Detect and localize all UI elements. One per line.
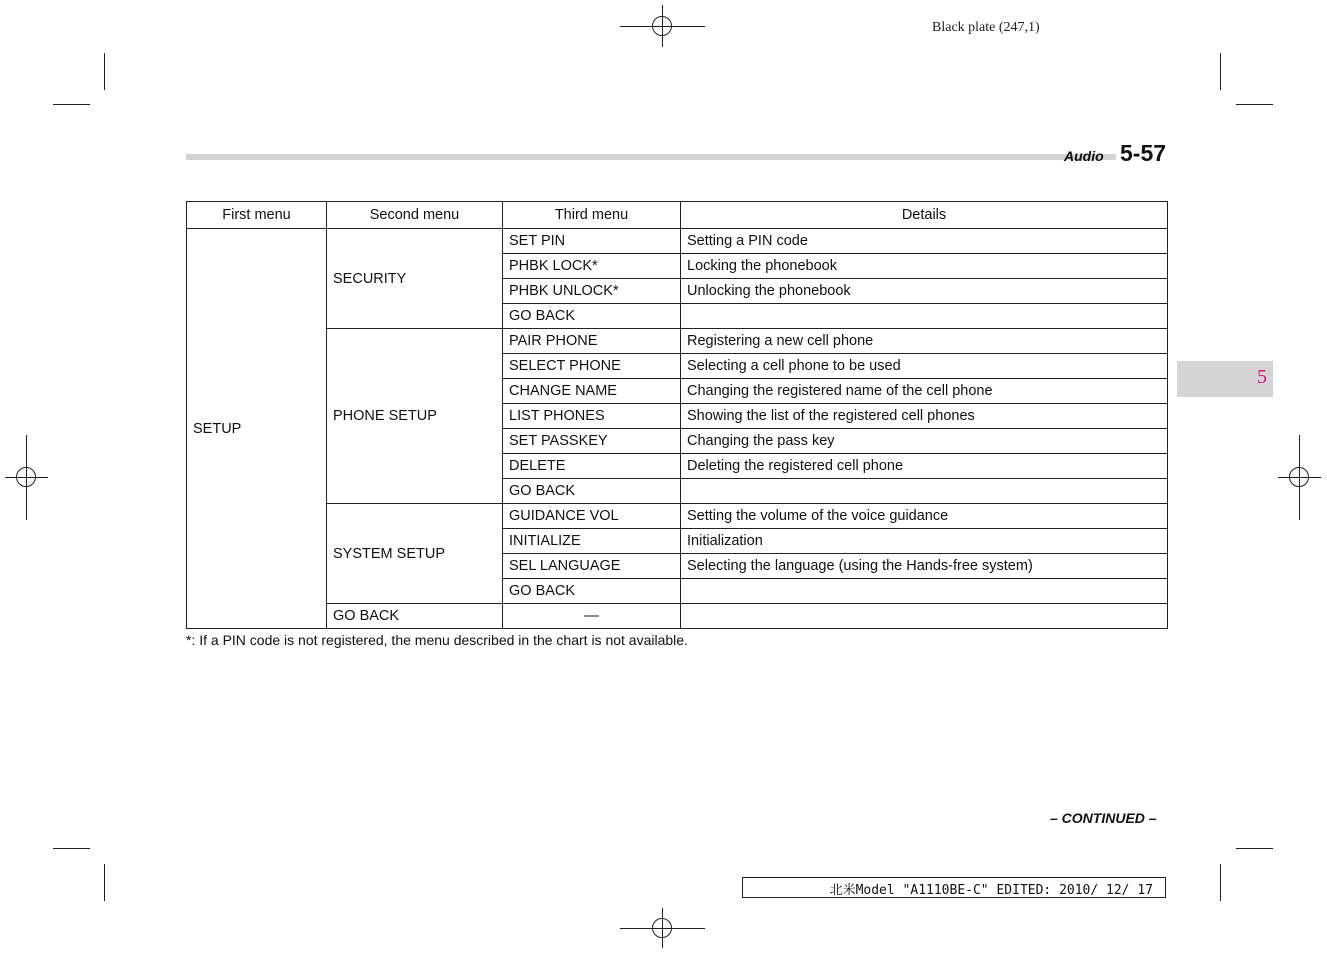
third-menu-cell: GUIDANCE VOL [503,504,681,529]
details-cell: Locking the phonebook [681,254,1168,279]
details-cell: Unlocking the phonebook [681,279,1168,304]
second-menu-cell: GO BACK [327,604,503,629]
table-row [187,229,1168,254]
header-bar [186,154,1116,160]
details-cell: Setting the volume of the voice guidance [681,504,1168,529]
third-menu-cell: GO BACK [503,479,681,504]
third-menu-cell: SELECT PHONE [503,354,681,379]
table-row [187,329,1168,354]
header-second-menu: Second menu [327,202,503,229]
third-menu-cell: GO BACK [503,304,681,329]
details-cell: Selecting the language (using the Hands-free system) [681,554,1168,579]
table-header-row [187,202,1168,229]
third-menu-cell: GO BACK [503,579,681,604]
section-name: Audio [1064,148,1104,164]
edit-stamp-box [742,877,1166,898]
third-menu-cell: SET PIN [503,229,681,254]
third-menu-cell: DELETE [503,454,681,479]
header-details: Details [681,202,1168,229]
details-cell: Deleting the registered cell phone [681,454,1168,479]
details-cell: Changing the pass key [681,429,1168,454]
chapter-number: 5 [1257,366,1267,388]
second-menu-cell: PHONE SETUP [327,329,503,504]
details-cell: Setting a PIN code [681,229,1168,254]
details-cell [681,479,1168,504]
page-number: 5-57 [1120,140,1167,166]
header-first-menu: First menu [187,202,327,229]
plate-label: Black plate (247,1) [932,20,1040,35]
third-menu-cell: SET PASSKEY [503,429,681,454]
third-menu-cell: PAIR PHONE [503,329,681,354]
third-menu-cell: SEL LANGUAGE [503,554,681,579]
details-cell [681,604,1168,629]
table-row [187,504,1168,529]
details-cell: Selecting a cell phone to be used [681,354,1168,379]
first-menu-cell: SETUP [187,229,327,629]
details-cell: Registering a new cell phone [681,329,1168,354]
third-menu-cell: — [503,604,681,629]
edit-stamp: 北米Model "A1110BE-C" EDITED: 2010/ 12/ 17 [829,883,1153,898]
footnote: *: If a PIN code is not registered, the menu described in the chart is not available. [186,632,688,648]
chapter-tab [1177,361,1273,397]
details-cell: Changing the registered name of the cell phone [681,379,1168,404]
third-menu-cell: PHBK LOCK* [503,254,681,279]
second-menu-cell: SECURITY [327,229,503,329]
header-third-menu: Third menu [503,202,681,229]
details-cell: Initialization [681,529,1168,554]
table-row [187,604,1168,629]
details-cell [681,304,1168,329]
third-menu-cell: PHBK UNLOCK* [503,279,681,304]
third-menu-cell: CHANGE NAME [503,379,681,404]
details-cell [681,579,1168,604]
menu-table [186,201,1168,629]
third-menu-cell: INITIALIZE [503,529,681,554]
details-cell: Showing the list of the registered cell phones [681,404,1168,429]
third-menu-cell: LIST PHONES [503,404,681,429]
continued-label: – CONTINUED – [1050,810,1157,826]
second-menu-cell: SYSTEM SETUP [327,504,503,604]
